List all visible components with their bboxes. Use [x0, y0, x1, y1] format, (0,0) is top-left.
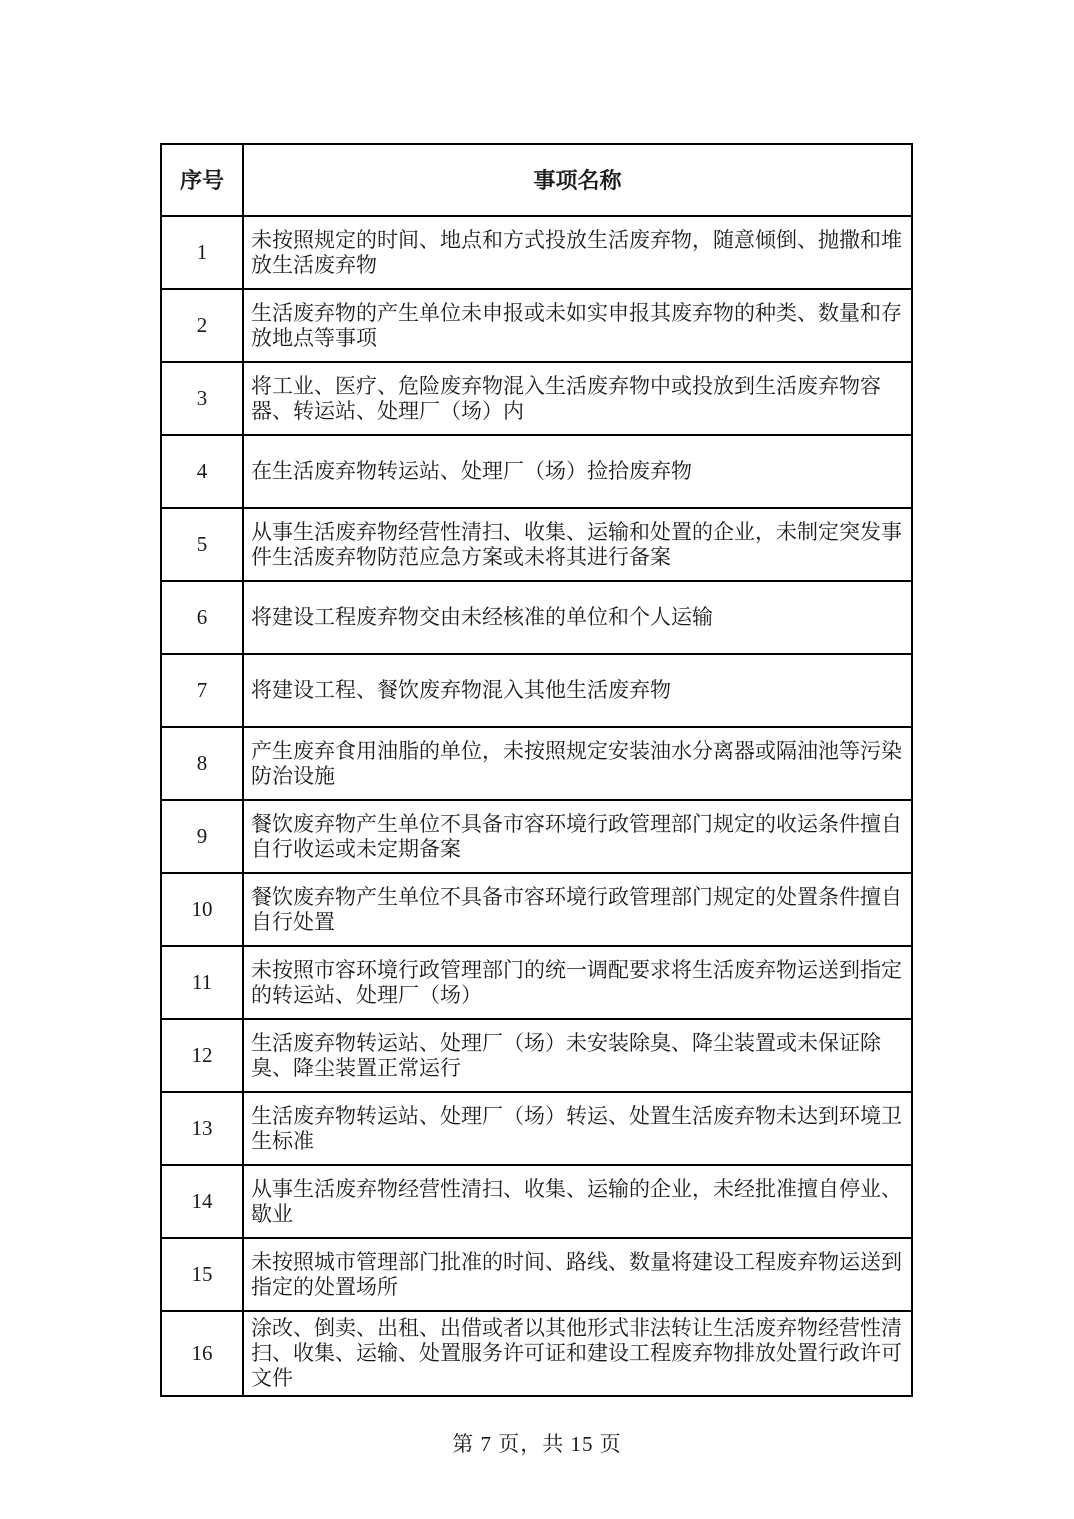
row-index-cell: 12: [161, 1019, 243, 1092]
table-header-row: [161, 144, 912, 216]
row-index-cell: 1: [161, 216, 243, 289]
row-index-cell: 15: [161, 1238, 243, 1311]
table-row: [161, 654, 912, 727]
row-item-name-cell: 未按照市容环境行政管理部门的统一调配要求将生活废弃物运送到指定的转运站、处理厂（场）: [243, 946, 912, 1019]
row-item-name-cell: 未按照城市管理部门批准的时间、路线、数量将建设工程废弃物运送到指定的处置场所: [243, 1238, 912, 1311]
table-row: [161, 873, 912, 946]
header-item-name: 事项名称: [243, 144, 912, 216]
table-row: [161, 362, 912, 435]
row-index-cell: 9: [161, 800, 243, 873]
table-row: [161, 800, 912, 873]
page-number: 第 7 页，共 15 页: [452, 1432, 622, 1456]
row-item-name-cell: 从事生活废弃物经营性清扫、收集、运输和处置的企业，未制定突发事件生活废弃物防范应急方案或未将其进行备案: [243, 508, 912, 581]
row-index-cell: 11: [161, 946, 243, 1019]
row-index-cell: 4: [161, 435, 243, 508]
items-table: [160, 143, 913, 1397]
table-row: [161, 289, 912, 362]
row-item-name-cell: 餐饮废弃物产生单位不具备市容环境行政管理部门规定的收运条件擅自自行收运或未定期备案: [243, 800, 912, 873]
table-row: [161, 1092, 912, 1165]
row-index-cell: 10: [161, 873, 243, 946]
row-item-name-cell: 从事生活废弃物经营性清扫、收集、运输的企业，未经批准擅自停业、歇业: [243, 1165, 912, 1238]
row-index-cell: 7: [161, 654, 243, 727]
row-item-name-cell: 餐饮废弃物产生单位不具备市容环境行政管理部门规定的处置条件擅自自行处置: [243, 873, 912, 946]
table-row: [161, 1311, 912, 1396]
row-item-name-cell: 将建设工程、餐饮废弃物混入其他生活废弃物: [243, 654, 912, 727]
row-item-name-cell: 生活废弃物的产生单位未申报或未如实申报其废弃物的种类、数量和存放地点等事项: [243, 289, 912, 362]
table-row: [161, 1165, 912, 1238]
table-row: [161, 946, 912, 1019]
row-item-name-cell: 涂改、倒卖、出租、出借或者以其他形式非法转让生活废弃物经营性清扫、收集、运输、处置服务许可证和建设工程废弃物排放处置行政许可文件: [243, 1311, 912, 1396]
row-index-cell: 2: [161, 289, 243, 362]
row-index-cell: 3: [161, 362, 243, 435]
row-item-name-cell: 产生废弃食用油脂的单位，未按照规定安装油水分离器或隔油池等污染防治设施: [243, 727, 912, 800]
row-item-name-cell: 生活废弃物转运站、处理厂（场）未安装除臭、降尘装置或未保证除臭、降尘装置正常运行: [243, 1019, 912, 1092]
row-item-name-cell: 在生活废弃物转运站、处理厂（场）捡拾废弃物: [243, 435, 912, 508]
row-index-cell: 8: [161, 727, 243, 800]
row-index-cell: 14: [161, 1165, 243, 1238]
header-serial-number: 序号: [161, 144, 243, 216]
row-index-cell: 13: [161, 1092, 243, 1165]
row-item-name-cell: 生活废弃物转运站、处理厂（场）转运、处置生活废弃物未达到环境卫生标准: [243, 1092, 912, 1165]
table-row: [161, 216, 912, 289]
table-row: [161, 1238, 912, 1311]
table-row: [161, 727, 912, 800]
table-row: [161, 435, 912, 508]
row-index-cell: 6: [161, 581, 243, 654]
row-item-name-cell: 将建设工程废弃物交由未经核准的单位和个人运输: [243, 581, 912, 654]
row-index-cell: 16: [161, 1311, 243, 1396]
row-item-name-cell: 未按照规定的时间、地点和方式投放生活废弃物，随意倾倒、抛撒和堆放生活废弃物: [243, 216, 912, 289]
table-row: [161, 508, 912, 581]
table-row: [161, 581, 912, 654]
row-item-name-cell: 将工业、医疗、危险废弃物混入生活废弃物中或投放到生活废弃物容器、转运站、处理厂（场）内: [243, 362, 912, 435]
table-row: [161, 1019, 912, 1092]
row-index-cell: 5: [161, 508, 243, 581]
